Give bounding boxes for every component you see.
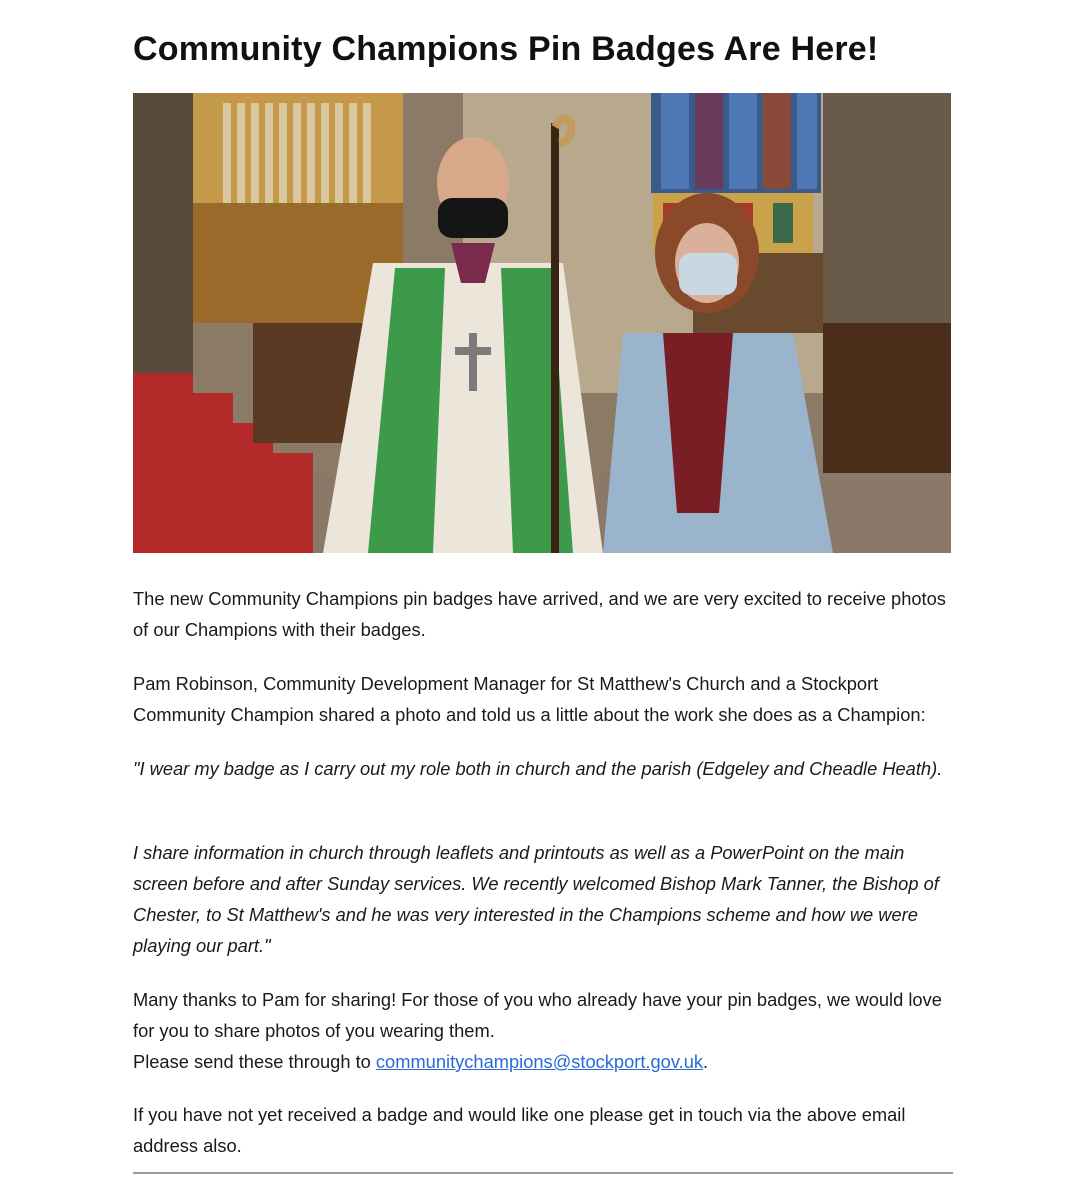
thanks-text: Many thanks to Pam for sharing! For those of you who already have your pin badges, we would love for you to share photos of you wearing them. — [133, 989, 942, 1041]
quote-paragraph-1: "I wear my badge as I carry out my role both in church and the parish (Edgeley and Cheadle Heath). — [133, 758, 943, 779]
send-prefix-text: Please send these through to — [133, 1051, 376, 1072]
church-photo-illustration — [133, 93, 951, 553]
article-photo — [133, 93, 951, 553]
send-suffix-text: . — [703, 1051, 709, 1072]
article-title: Community Champions Pin Badges Are Here! — [133, 30, 879, 68]
no-badge-paragraph: If you have not yet received a badge and would like one please get in touch via the above email address also. — [133, 1104, 906, 1156]
email-link[interactable]: communitychampions@stockport.gov.uk — [375, 1051, 704, 1072]
pam-intro-paragraph: Pam Robinson, Community Development Manager for St Matthew's Church and a Stockport Community Champion shared a photo and told us a little about the work she does as a Champion: — [133, 673, 926, 725]
divider — [133, 1172, 953, 1174]
thanks-paragraph — [133, 984, 953, 1077]
intro-paragraph: The new Community Champions pin badges have arrived, and we are very excited to receive photos of our Champions with their badges. — [133, 588, 946, 640]
quote-paragraph-2: I share information in church through leaflets and printouts as well as a PowerPoint on the main screen before and after Sunday services. We recently welcomed Bishop Mark Tanner, the Bishop of Chester, to St Matthew's and he was very interested in the Champions scheme and how we were playing our part." — [133, 842, 939, 956]
